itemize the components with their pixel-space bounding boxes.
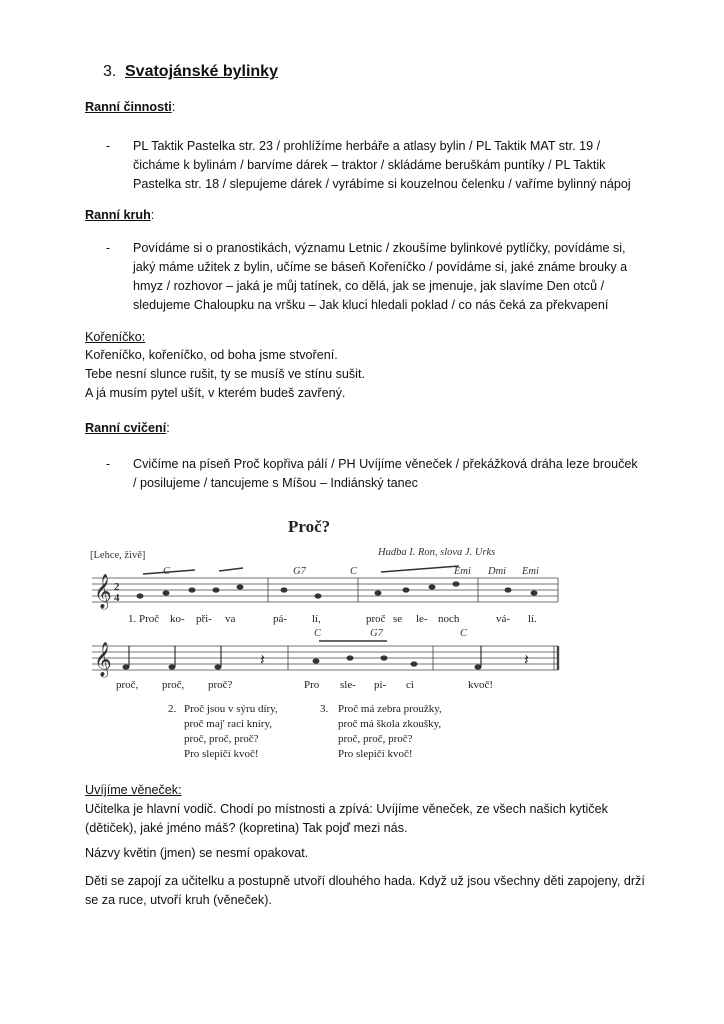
verse-line: proč, proč, proč? [338, 733, 413, 745]
heading-text: Ranní činnosti [85, 100, 172, 114]
verse-2 [168, 703, 278, 760]
ranni-kruh-text: Povídáme si o pranostikách, významu Letnic / zkoušíme bylinkové pytlíčky, povídáme si, jaký máme užitek z bylin, učíme se báseň Kořeníčko / povídáme si, jaké známe brouky a hmyz / rozhovor – jaká je můj tatínek, co dělá, jak se jmenuje, jak slavíme Den otců / sledujeme Chaloupku na vršku – Jak kluci hledali poklad / co nás čeká za překvapení [133, 241, 628, 312]
verse-line: Pro slepičí kvoč! [184, 748, 259, 760]
title-text: Svatojánské bylinky [125, 63, 278, 80]
verse-3 [320, 703, 442, 760]
bullet-dash: - [106, 139, 111, 153]
treble-clef-icon: 𝄞 [94, 575, 112, 608]
staff-row-2 [92, 646, 558, 670]
heading-colon: : [166, 421, 170, 435]
uvijime-paragraph-3: Děti se zapojí za učitelku a postupně utvoří dlouhého hada. Když už jsou všechny děti zapojeny, drží se za ruce, utvoří kruh (věneček). [85, 874, 645, 907]
verse-line: proč maj' raci kníry, [184, 718, 273, 730]
lyric-syllable: ko- [170, 613, 185, 625]
quarter-rest-icon: 𝄽 [524, 652, 529, 669]
heading-uvijime: Uvíjíme věneček: [85, 783, 182, 797]
heading-ranni-cviceni [85, 419, 170, 438]
verse-line: Proč má zebra proužky, [338, 703, 442, 715]
chord-label: Dmi [488, 566, 507, 577]
uvijime-paragraph-2: Názvy květin (jmen) se nesmí opakovat. [85, 846, 309, 860]
chord-label: G7 [370, 628, 383, 639]
score-title: Proč? [288, 517, 331, 536]
staff-row-1 [92, 578, 558, 602]
lyric-syllable: le- [416, 613, 428, 625]
poem-line-3: A já musím pytel ušít, v kterém budeš zavřený. [85, 386, 346, 400]
lyric-syllable: při- [196, 613, 212, 625]
chord-label: Emi [522, 566, 539, 577]
time-signature-top: 2 [114, 581, 120, 593]
ranni-cinnosti-text: PL Taktik Pastelka str. 23 / prohlížíme herbáře a atlasy bylin / PL Taktik MAT str. 19 / čicháme k bylinám / barvíme dárek – traktor / skládáme beruškám puntíky / PL Taktik Pastelka str. 18 / slepujeme dárek / vyrábíme si kouzelnou čelenku / vaříme bylinný nápoj [133, 139, 631, 191]
chord-label: C [314, 628, 322, 639]
chord-label: Emi [454, 566, 471, 577]
time-signature-bottom: 4 [114, 592, 120, 604]
poem-line-1: Kořeníčko, kořeníčko, od boha jsme stvoření. [85, 348, 338, 362]
score-credits: Hudba I. Ron, slova J. Urks [378, 547, 496, 558]
heading-text: Ranní cvičení [85, 421, 167, 435]
chord-label: G7 [293, 566, 306, 577]
lyric-syllable: va [225, 613, 236, 625]
lyrics-row-2 [116, 679, 493, 691]
uvijime-paragraph-1: Učitelka je hlavní vodič. Chodí po místnosti a zpívá: Uvíjíme věneček, ze všech našich kytiček (dětiček), jaké jméno máš? (kopretina) Tak pojď mezi nás. [85, 802, 608, 835]
lyrics-row-1 [128, 613, 537, 625]
lyric-syllable: se [393, 613, 403, 625]
bullet-dash: - [106, 457, 111, 471]
bullet-dash: - [106, 241, 111, 255]
chord-label: C [163, 566, 171, 577]
lyric-syllable: proč [366, 613, 386, 625]
lyric-syllable: pá- [273, 613, 288, 625]
treble-clef-icon: 𝄞 [94, 643, 112, 676]
verse-line: Pro slepičí kvoč! [338, 748, 413, 760]
lyric-syllable: vá- [496, 613, 511, 625]
verse-line: proč, proč, proč? [184, 733, 259, 745]
verse-number: 3. [320, 703, 329, 715]
lyric-syllable: pi- [374, 679, 387, 691]
music-score [88, 508, 568, 770]
chord-label: C [350, 566, 358, 577]
page-title [103, 62, 278, 82]
quarter-rest-icon: 𝄽 [260, 652, 265, 669]
ranni-cviceni-text: Cvičíme na píseň Proč kopřiva pálí / PH Uvíjíme věneček / překážková dráha leze brouček / posilujeme / tancujeme s Míšou – Indiánský tanec [133, 457, 638, 490]
lyric-syllable: kvoč! [468, 679, 494, 691]
heading-koreni: Kořeníčko: [85, 330, 146, 344]
score-tempo: [Lehce, živě] [90, 550, 146, 561]
lyric-syllable: ci [406, 679, 414, 691]
heading-colon: : [150, 208, 155, 222]
verse-line: Proč jsou v sýru díry, [184, 703, 278, 715]
lyric-syllable: proč, [162, 679, 185, 691]
poem-line-2: Tebe nesní slunce rušit, ty se musíš ve stínu sušit. [85, 367, 365, 381]
lyric-syllable: proč, [116, 679, 139, 691]
heading-colon: : [171, 100, 176, 114]
heading-text: Ranní kruh [85, 208, 151, 222]
heading-ranni-cinnosti [85, 98, 175, 117]
lyric-syllable: lí. [528, 613, 537, 625]
lyric-syllable: noch [438, 613, 460, 625]
lyric-syllable: proč? [208, 679, 233, 691]
chord-label: C [460, 628, 468, 639]
verse-line: proč má škola zkoušky, [338, 718, 442, 730]
title-number: 3. [103, 63, 117, 80]
verse-number: 2. [168, 703, 177, 715]
notes-row-2 [123, 655, 482, 669]
lyric-syllable: lí, [312, 613, 321, 625]
lyric-syllable: 1. Proč [128, 613, 160, 625]
lyric-syllable: Pro [304, 679, 320, 691]
heading-ranni-kruh [85, 206, 154, 225]
lyric-syllable: sle- [340, 679, 356, 691]
